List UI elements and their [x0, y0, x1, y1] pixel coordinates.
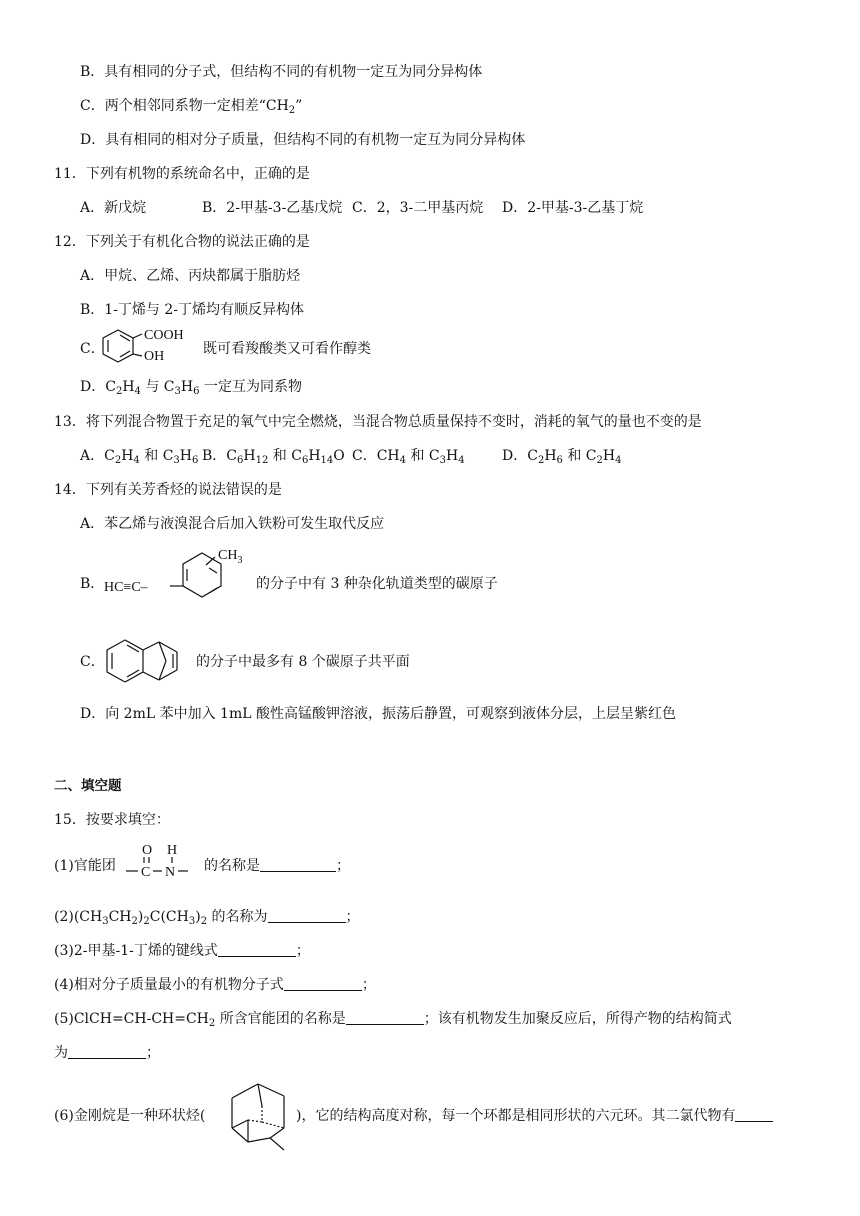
answer-blank[interactable] [218, 942, 296, 957]
q13-stem: 13．将下列混合物置于充足的氧气中完全燃烧，当混合物总质量保持不变时，消耗的氧气的量也不变的是 [54, 414, 702, 430]
bridgehead-bond [143, 672, 159, 680]
subscript: 2 [208, 1018, 216, 1029]
cage-bond [232, 1128, 248, 1142]
text: CH [108, 909, 132, 925]
q13-option-d [502, 446, 622, 466]
q12-option-c-label: C． [80, 341, 105, 357]
q15-part6-prefix: (6)金刚烷是一种环状烃( [54, 1108, 206, 1124]
q13-option-b [202, 446, 345, 466]
3-ethynyltoluene-structure [104, 543, 254, 603]
cage-bond-hidden [262, 1122, 284, 1128]
nitrogen-label: N [165, 865, 176, 880]
subscript: 4 [134, 386, 141, 397]
benzonorbornadiene-structure [104, 636, 194, 688]
answer-blank[interactable] [68, 1044, 146, 1059]
text: H [602, 448, 616, 464]
answer-blank[interactable] [346, 1010, 424, 1025]
bond-to-oh [133, 354, 142, 356]
q11-option-d: D．2-甲基-3-乙基丁烷 [502, 200, 644, 216]
text: 为 [54, 1045, 68, 1061]
q11-option-a: A．新戊烷 [80, 200, 147, 216]
cage-bond [232, 1084, 258, 1098]
text: H [180, 379, 194, 395]
q12-option-d [80, 377, 302, 397]
ch3-label: $CH_3$ [218, 548, 243, 566]
q14-option-b-label: B． [80, 576, 105, 592]
q14-option-a: A．苯乙烯与液溴混合后加入铁粉可发生取代反应 [80, 516, 385, 532]
subscript: 3 [439, 455, 447, 466]
text: (4)相对分子质量最小的有机物分子式 [54, 977, 284, 993]
amide-group-structure [124, 838, 204, 878]
text: H [544, 448, 557, 464]
subscript: 12 [255, 455, 269, 466]
subscript: 4 [399, 455, 407, 466]
text: D．C [80, 379, 116, 395]
text: D．C [502, 448, 538, 464]
text: B．C [202, 448, 237, 464]
q14-option-c-text: 的分子中最多有 8 个碳原子共平面 [196, 654, 410, 670]
salicylic-acid-structure [100, 324, 200, 370]
text: ；该有机物发生加聚反应后，所得产物的结构简式 [423, 1011, 732, 1027]
cage-bond [258, 1084, 262, 1106]
q12-option-b: B．1-丁烯与 2-丁烯均有顺反异构体 [80, 302, 305, 318]
text: (5)ClCH=CH-CH=CH [54, 1011, 209, 1027]
subscript: 4 [133, 455, 140, 466]
text: (3)2-甲基-1-丁烯的键线式 [54, 943, 218, 959]
text: H [179, 448, 193, 464]
cage-bond [270, 1138, 284, 1150]
q10-option-b: B．具有相同的分子式，但结构不同的有机物一定互为同分异构体 [80, 64, 483, 80]
text: ； [345, 909, 360, 925]
text: H [122, 379, 135, 395]
subscript: 6 [237, 455, 244, 466]
subscript: 4 [458, 455, 465, 466]
text: ) [137, 909, 144, 925]
q13-option-a [80, 446, 198, 466]
q15-part1 [204, 856, 350, 876]
q11-option-c: C．2，3-二甲基丙烷 [352, 200, 484, 216]
subscript: 6 [301, 455, 309, 466]
text: 和 C [139, 448, 174, 464]
cage-bond [270, 1128, 284, 1138]
text: H [243, 448, 256, 464]
subscript: 6 [193, 386, 200, 397]
q12-stem: 12．下列关于有机化合物的说法正确的是 [54, 234, 310, 250]
q11-stem: 11．下列有机物的系统命名中，正确的是 [54, 166, 310, 182]
ring-double-bond [209, 588, 217, 593]
q15-part5 [54, 1009, 732, 1029]
carbon-label: C [141, 865, 151, 880]
q12-option-a: A．甲烷、乙烯、丙炔都属于脂肪烃 [80, 268, 301, 284]
cooh-label: COOH [144, 328, 184, 343]
q15-stem: 15．按要求填空： [54, 812, 170, 828]
q15-part4 [54, 975, 376, 995]
subscript: 2 [143, 916, 150, 927]
q15-part1-prefix: (1)官能团 [54, 858, 116, 874]
subscript: 2 [131, 916, 138, 927]
text: 的名称为 [207, 909, 268, 925]
subscript: 3 [173, 455, 180, 466]
subscript: 2 [115, 386, 123, 397]
oh-label: OH [144, 349, 165, 364]
section-title: 二、填空题 [54, 778, 122, 794]
q15-part5-line2 [54, 1043, 160, 1063]
q15-part2 [54, 907, 360, 927]
answer-blank[interactable] [268, 908, 346, 923]
text: 的名称是 [204, 858, 260, 874]
hydrogen-label: H [167, 843, 178, 858]
answer-blank[interactable] [260, 857, 336, 872]
text: )，它的结构高度对称，每一个环都是相同形状的六元环。其二氯代物有 [296, 1108, 736, 1124]
subscript: 2 [288, 105, 296, 116]
oxygen-label: O [142, 843, 153, 858]
q14-option-c-label: C． [80, 654, 105, 670]
subscript: 14 [320, 455, 334, 466]
cage-bond [248, 1138, 270, 1142]
answer-blank[interactable] [735, 1107, 773, 1122]
subscript: 2 [200, 916, 208, 927]
text: 与 C [140, 379, 175, 395]
answer-blank[interactable] [284, 976, 362, 991]
q14-option-d: D．向 2mL 苯中加入 1mL 酸性高锰酸钾溶液，振荡后静置，可观察到液体分层，上层呈紫红色 [80, 706, 676, 722]
ethynyl-label: HC≡C– [104, 580, 148, 595]
ring-double-bond [127, 670, 139, 677]
text: ； [361, 977, 376, 993]
q10-option-c [80, 96, 302, 116]
text: C．CH [352, 448, 400, 464]
text: 和 C [562, 448, 597, 464]
text: C(CH [149, 909, 189, 925]
ring-double-bond [127, 645, 139, 652]
q15-part6 [296, 1106, 773, 1126]
bond-to-cooh [133, 334, 142, 338]
text: H [308, 448, 321, 464]
cage-bond [258, 1084, 284, 1096]
text: 一定互为同系物 [199, 379, 302, 395]
text: A．C [80, 448, 115, 464]
subscript: 6 [556, 455, 563, 466]
ring-double-bond [209, 568, 217, 573]
text: H [446, 448, 459, 464]
q10-option-c-text: C．两个相邻同系物一定相差“CH [80, 98, 289, 114]
text: ； [146, 1045, 160, 1061]
subscript: 3 [102, 916, 109, 927]
text: O [333, 448, 345, 464]
text: 和 C [406, 448, 440, 464]
text: 所含官能团的名称是 [215, 1011, 346, 1027]
text: H [121, 448, 134, 464]
subscript: 2 [537, 455, 545, 466]
subscript: 3 [188, 916, 196, 927]
text: ) [195, 909, 201, 925]
subscript: 6 [192, 455, 199, 466]
q14-stem: 14．下列有关芳香烃的说法错误的是 [54, 482, 282, 498]
text: ； [295, 943, 310, 959]
q10-option-d: D．具有相同的相对分子质量，但结构不同的有机物一定互为同分异构体 [80, 132, 526, 148]
cage-bond [232, 1120, 248, 1128]
text: ； [336, 858, 350, 874]
cage-bond-hidden [248, 1120, 262, 1122]
q11-option-b: B．2-甲基-3-乙基戊烷 [202, 200, 343, 216]
q15-part3 [54, 941, 310, 961]
benzene-ring [183, 553, 221, 597]
q14-option-b-text: 的分子中有 3 种杂化轨道类型的碳原子 [256, 576, 498, 592]
subscript: 2 [114, 455, 122, 466]
subscript: 4 [615, 455, 622, 466]
q10-option-c-end: ” [295, 98, 303, 114]
subscript: 3 [174, 386, 181, 397]
text: (2)(CH [54, 909, 103, 925]
text: 和 C [268, 448, 302, 464]
bridgehead-bond [143, 642, 159, 650]
adamantane-structure [218, 1080, 298, 1156]
q12-option-c-text: 既可看羧酸类又可看作醇类 [203, 341, 371, 357]
subscript: 2 [596, 455, 603, 466]
q13-option-c [352, 446, 465, 466]
